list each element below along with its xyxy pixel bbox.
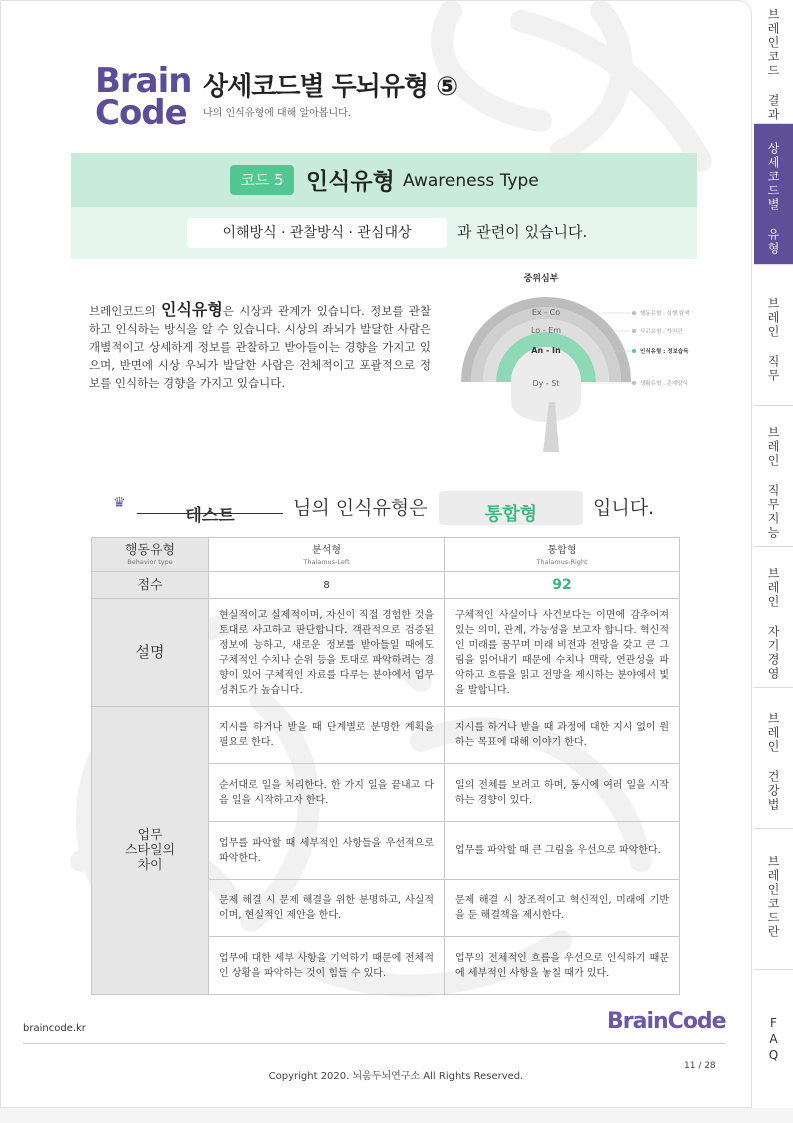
layer-label-ex-co: Ex - Co [531,308,561,317]
page-number: 11 / 28 [684,1061,716,1071]
sidebar-tab-faq[interactable]: FAQ [766,1016,781,1064]
code-badge: 코드 5 [230,165,294,195]
header-label-cell: 행동유형 Behavior type [92,538,209,572]
sidebar-tab-detail-code[interactable]: 상세코드별 유형 [754,124,793,265]
diagram-label-awareness: 인식유형 : 정보습득 [640,349,689,355]
work-right-1: 지시를 하거나 받을 때 과정에 대한 지시 없이 원하는 목표에 대해 이야기 한다. [445,707,680,764]
result-middle-text: 님의 인식유형은 [293,497,428,519]
header-analytic-cell: 분석형 Thalamus-Left [209,538,445,572]
description-prefix: 브레인코드의 [89,304,162,318]
braincode-logo: Brain Code [95,61,192,133]
table-header-row [92,538,680,572]
sidebar-tab-brain-job-intelligence[interactable]: 브레인 직무지능 [754,406,793,547]
description-highlight: 인식유형 [161,300,223,319]
sidebar-tab-braincode-result[interactable]: 브레인코드 결과 [754,0,793,124]
result-type: 통합형 [484,504,538,525]
description-integrated: 구체적인 사실이나 사건보다는 이면에 감추어져 있는 의미, 관계, 가능성을 보고자 합니다. 혁신적인 미래를 꿈꾸며 미래 비전과 전망을 갖고 큰 그림을 읽어내기 때문에 수치나 맥락, 연관성을 파악하고 흐름을 읽고 전망을 제시하는 분야에서 빛을 발합니다. [445,599,680,707]
score-label: 점수 [92,572,209,599]
layer-label-dy-st: Dy - St [532,379,560,388]
code-title: 인식유형 [306,169,395,195]
copyright-text: Copyright 2020. 뇌움두뇌연구소 All Rights Reserved. [268,1071,524,1082]
comparison-table [91,537,680,995]
description-label: 설명 [92,599,209,707]
crown-icon: ♛ [113,495,126,511]
dot-behavior [632,311,636,315]
footer-divider [23,1043,725,1044]
code-keywords-suffix: 과 관련이 있습니다. [457,223,588,241]
work-row [92,707,680,764]
description-analytic: 현실적이고 실제적이며, 자신이 직접 경험한 것을 토대로 사고하고 판단합니다. 객관적으로 검증된 정보에 능하고, 새로운 정보를 받아들일 때에도 구체적인 수치나 순위 등을 토대로 파악하려는 경향이 있어 구체적인 자료를 다루는 분야에서 업무 성취도가 높습니다. [209,599,445,707]
sidebar-tab-what-is-braincode[interactable]: 브레인코드란 [754,829,793,970]
dot-thinking [632,329,636,333]
result-end-text: 입니다. [593,497,655,519]
score-row [92,572,680,599]
code-title-english: Awareness Type [403,171,539,191]
user-name: 테스트 [185,506,235,526]
description-body: 은 시상과 관계가 있습니다. 정보를 관찰하고 인식하는 방식을 알 수 있습니다. 시상의 좌뇌가 발달한 사람은 개별적이고 상세하게 정보를 관찰하고 받아들이는 경향을 가지고 있으며, 반면에 시상 우뇌가 발달한 사람은 전체적이고 포괄적으로 정보를 인식하는 경향을 가지고 있습니다. [89,304,431,390]
layer-label-an-in: An - In [531,346,561,355]
work-right-2: 일의 전체를 보려고 하며, 동시에 여러 일을 시작하는 경향이 있다. [445,764,680,822]
work-left-1: 지시를 하거나 받을 때 단계별로 분명한 계획을 필요로 한다. [209,707,445,764]
diagram-label-thinking: 사고유형 : 가치관 [640,329,683,335]
page-subtitle: 나의 인식유형에 대해 알아봅니다. [203,108,351,119]
work-right-5: 업무의 전체적인 흐름을 우선으로 인식하기 때문에 세부적인 사항을 놓칠 때가 있다. [445,937,680,995]
description-paragraph [89,301,431,392]
diagram-label-life: 생활유형 : 존재양식 [640,381,688,387]
name-underline [137,513,283,514]
sidebar-tab-brain-job[interactable]: 브레인 직무 [754,265,793,406]
sidebar-tab-brain-self-management[interactable]: 브레인 자기경영 [754,547,793,688]
page-title: 상세코드별 두뇌유형 ⑤ [203,72,458,102]
dot-awareness [632,349,636,353]
page-bottom-margin [0,1108,793,1123]
work-right-3: 업무를 파악할 때 큰 그림을 우선으로 파악한다. [445,822,680,880]
work-left-2: 순서대로 일을 처리한다. 한 가지 일을 끝내고 다음 일을 시작하고자 한다. [209,764,445,822]
work-style-label: 업무 스타일의 차이 [92,707,209,995]
result-line [113,491,673,527]
sidebar-nav [754,0,793,1108]
work-right-4: 문제 해결 시 창조적이고 혁신적인, 미래에 기반을 둔 해결책을 제시한다. [445,880,680,937]
layer-label-lo-em: Lo - Em [530,326,562,335]
diagram-title: 중위심부 [523,274,559,284]
footer-braincode-logo: BrainCode [607,1009,726,1034]
work-left-4: 문제 해결 시 문제 해결을 위한 분명하고, 사실적이며, 현실적인 제안을 한다. [209,880,445,937]
code-keywords: 이해방식 · 관찰방식 · 관심대상 [187,218,447,248]
work-left-3: 업무를 파악할 때 세부적인 사항들을 우선적으로 파악한다. [209,822,445,880]
work-left-5: 업무에 대한 세부 사항을 기억하기 때문에 전체적인 상황을 파악하는 것이 힘들 수 있다. [209,937,445,995]
header-integrated-cell: 통합형 Thalamus-Right [445,538,680,572]
description-row [92,599,680,707]
score-integrated: 92 [445,572,680,599]
brain-layer-diagram [451,267,711,457]
sidebar-tab-brain-health[interactable]: 브레인 건강법 [754,688,793,829]
footer-url-link[interactable]: braincode.kr [23,1023,86,1034]
diagram-label-behavior: 행동유형 : 실행 탐색 [640,311,690,317]
score-analytic: 8 [209,572,445,599]
dot-life [632,381,636,385]
